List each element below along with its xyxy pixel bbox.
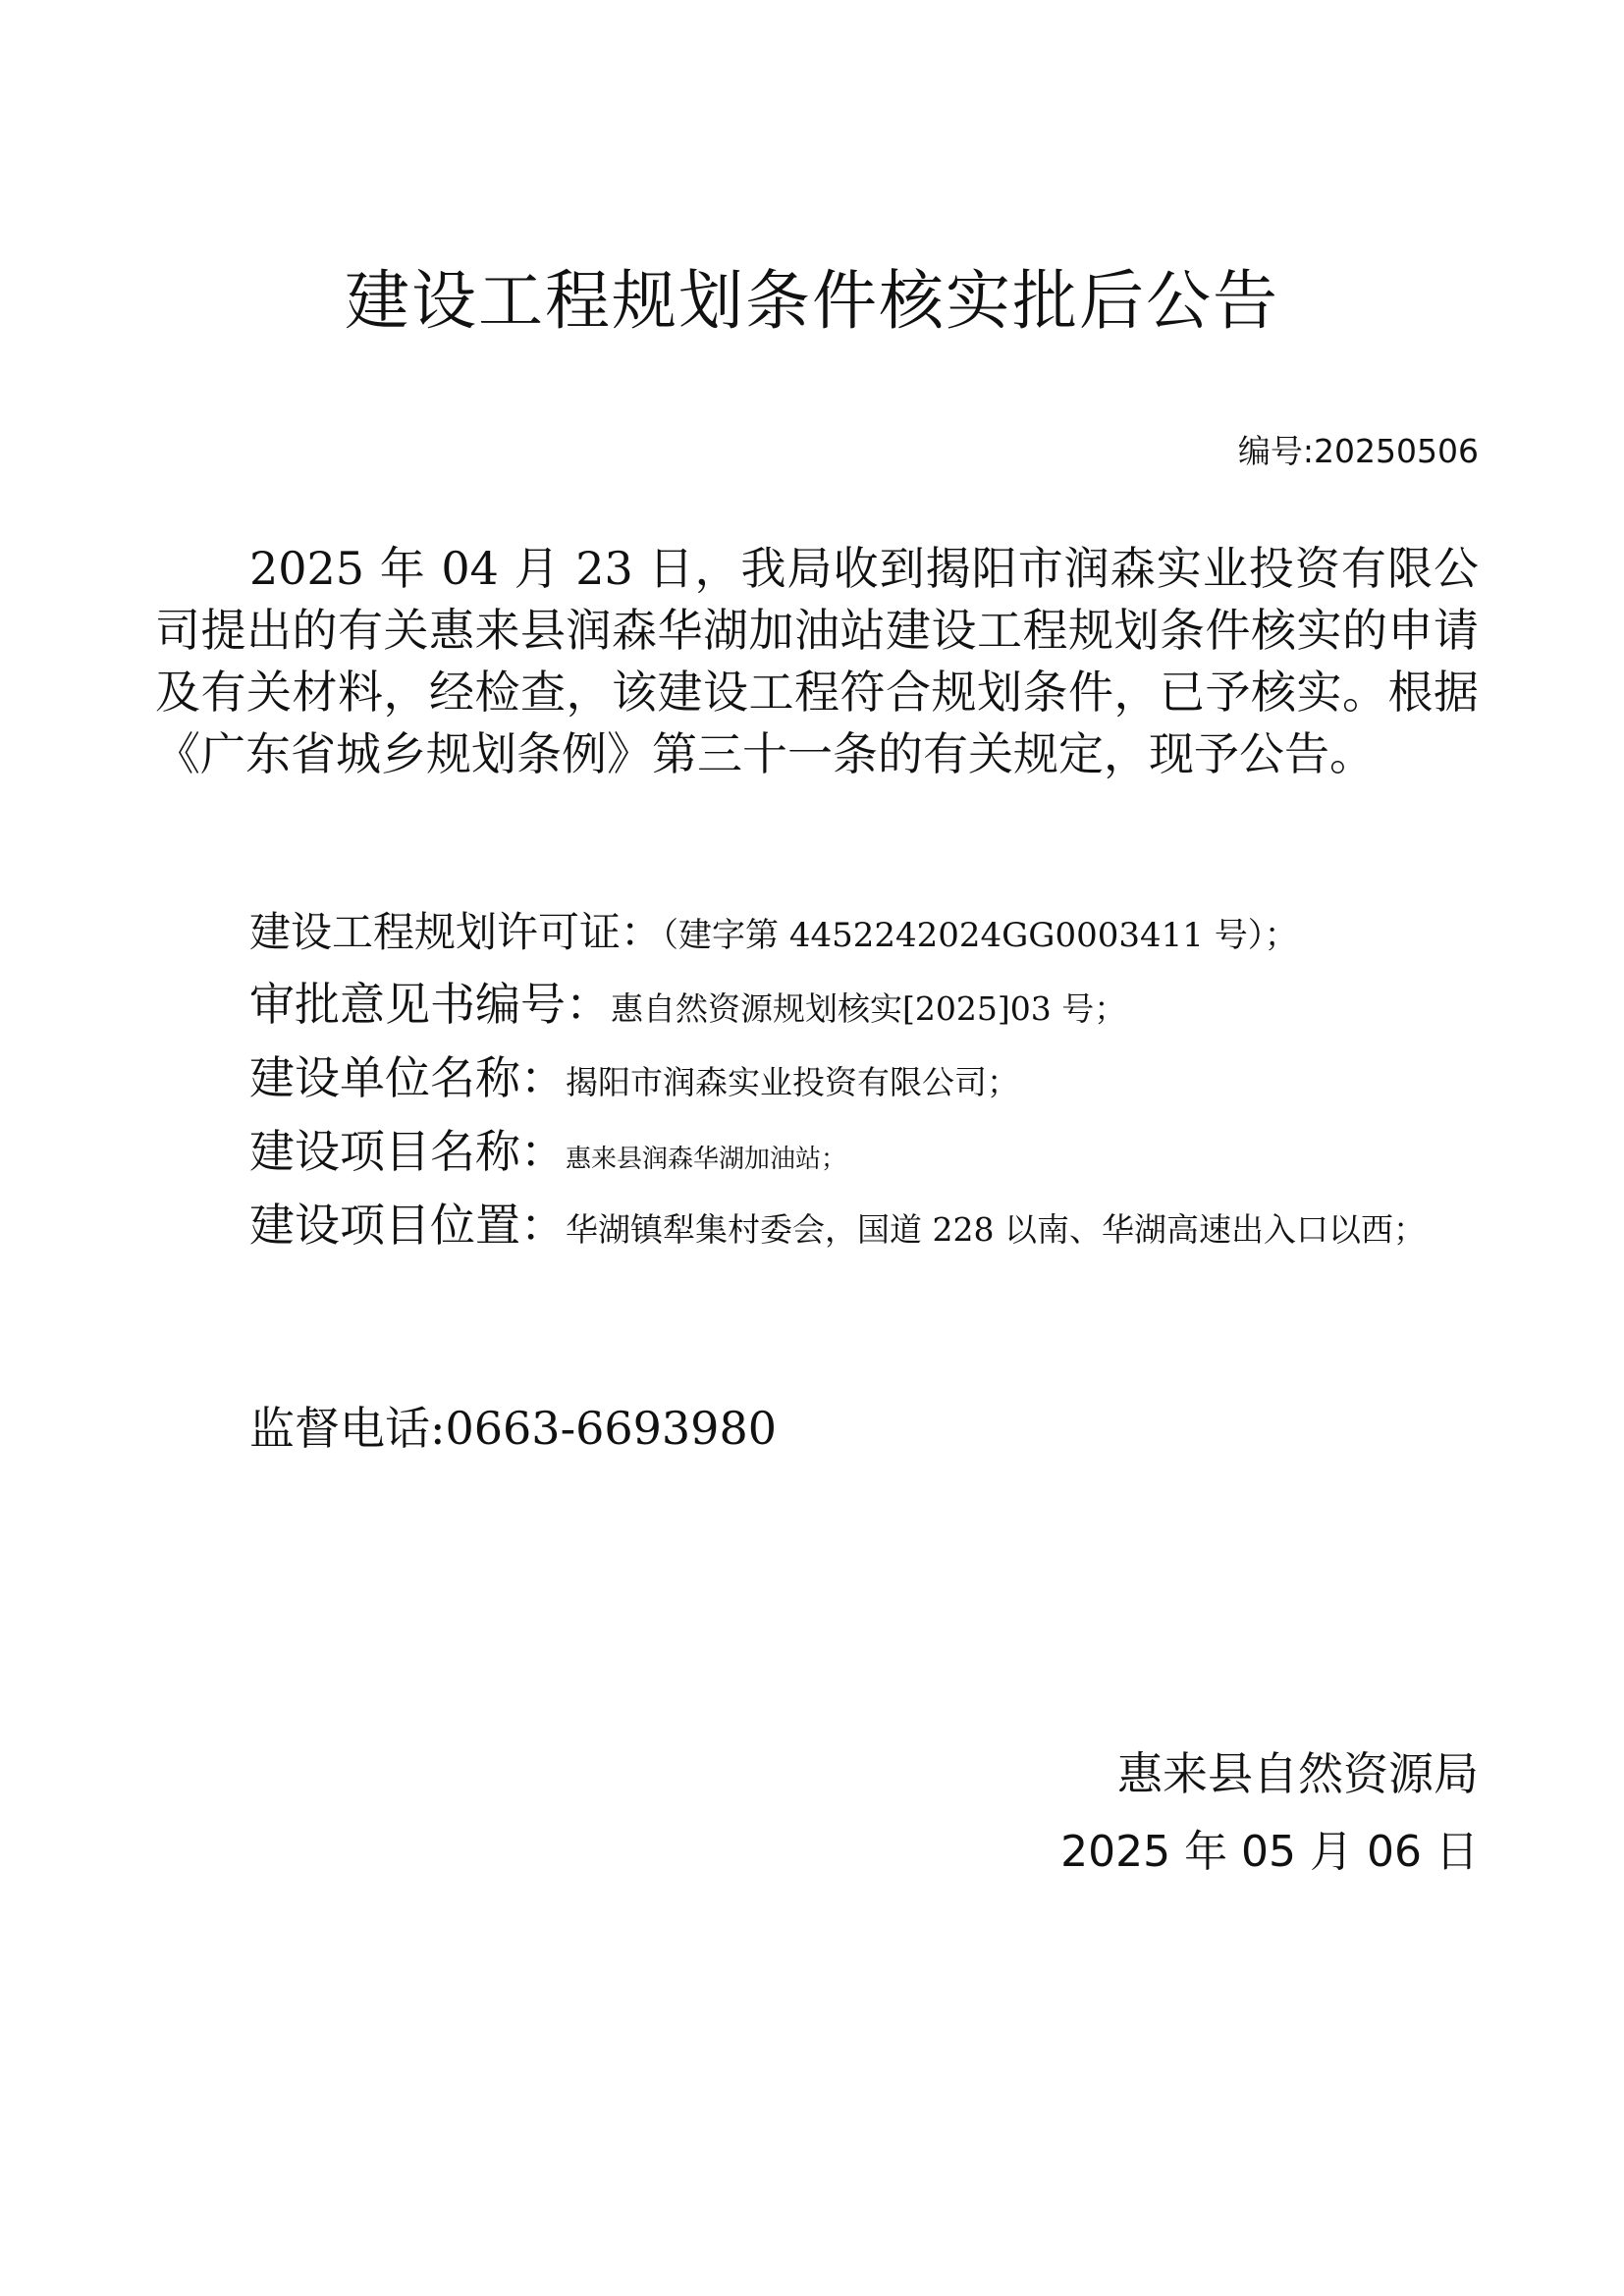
field-value: 惠自然资源规划核实[2025]03 号； xyxy=(611,989,1127,1028)
field-value: 华湖镇犁集村委会，国道 228 以南、华湖高速出入口以西； xyxy=(566,1210,1426,1249)
field-construction-unit xyxy=(249,1048,1019,1112)
field-approval-number xyxy=(249,975,1126,1039)
field-value: 揭阳市润森实业投资有限公司； xyxy=(566,1063,1019,1101)
document-number: 编号:20250506 xyxy=(1237,432,1479,470)
field-label: 建设工程规划许可证： xyxy=(249,908,663,956)
supervision-phone: 监督电话:0663-6693980 xyxy=(249,1402,777,1455)
field-value: （建字第 4452242024GG0003411 号）； xyxy=(662,916,1298,955)
field-planning-permit xyxy=(249,901,1298,965)
issuing-organization: 惠来县自然资源局 xyxy=(1117,1747,1479,1800)
field-project-location xyxy=(249,1196,1426,1259)
announcement-body: 2025 年 04 月 23 日，我局收到揭阳市润森实业投资有限公司提出的有关惠来县润森华湖加油站建设工程规划条件核实的申请及有关材料，经检查，该建设工程符合规划条件，已予核实。根据《广东省城乡规划条例》第三十一条的有关规定，现予公告。 xyxy=(155,542,1479,780)
field-label: 建设单位名称： xyxy=(249,1051,566,1104)
field-label: 审批意见书编号： xyxy=(249,978,611,1031)
issue-date: 2025 年 05 月 06 日 xyxy=(1060,1827,1479,1877)
field-label: 建设项目位置： xyxy=(249,1199,566,1252)
field-label: 建设项目名称： xyxy=(249,1125,566,1178)
field-project-name xyxy=(249,1122,846,1189)
field-value: 惠来县润森华湖加油站； xyxy=(566,1145,847,1174)
page-title: 建设工程规划条件核实批后公告 xyxy=(345,263,1279,339)
